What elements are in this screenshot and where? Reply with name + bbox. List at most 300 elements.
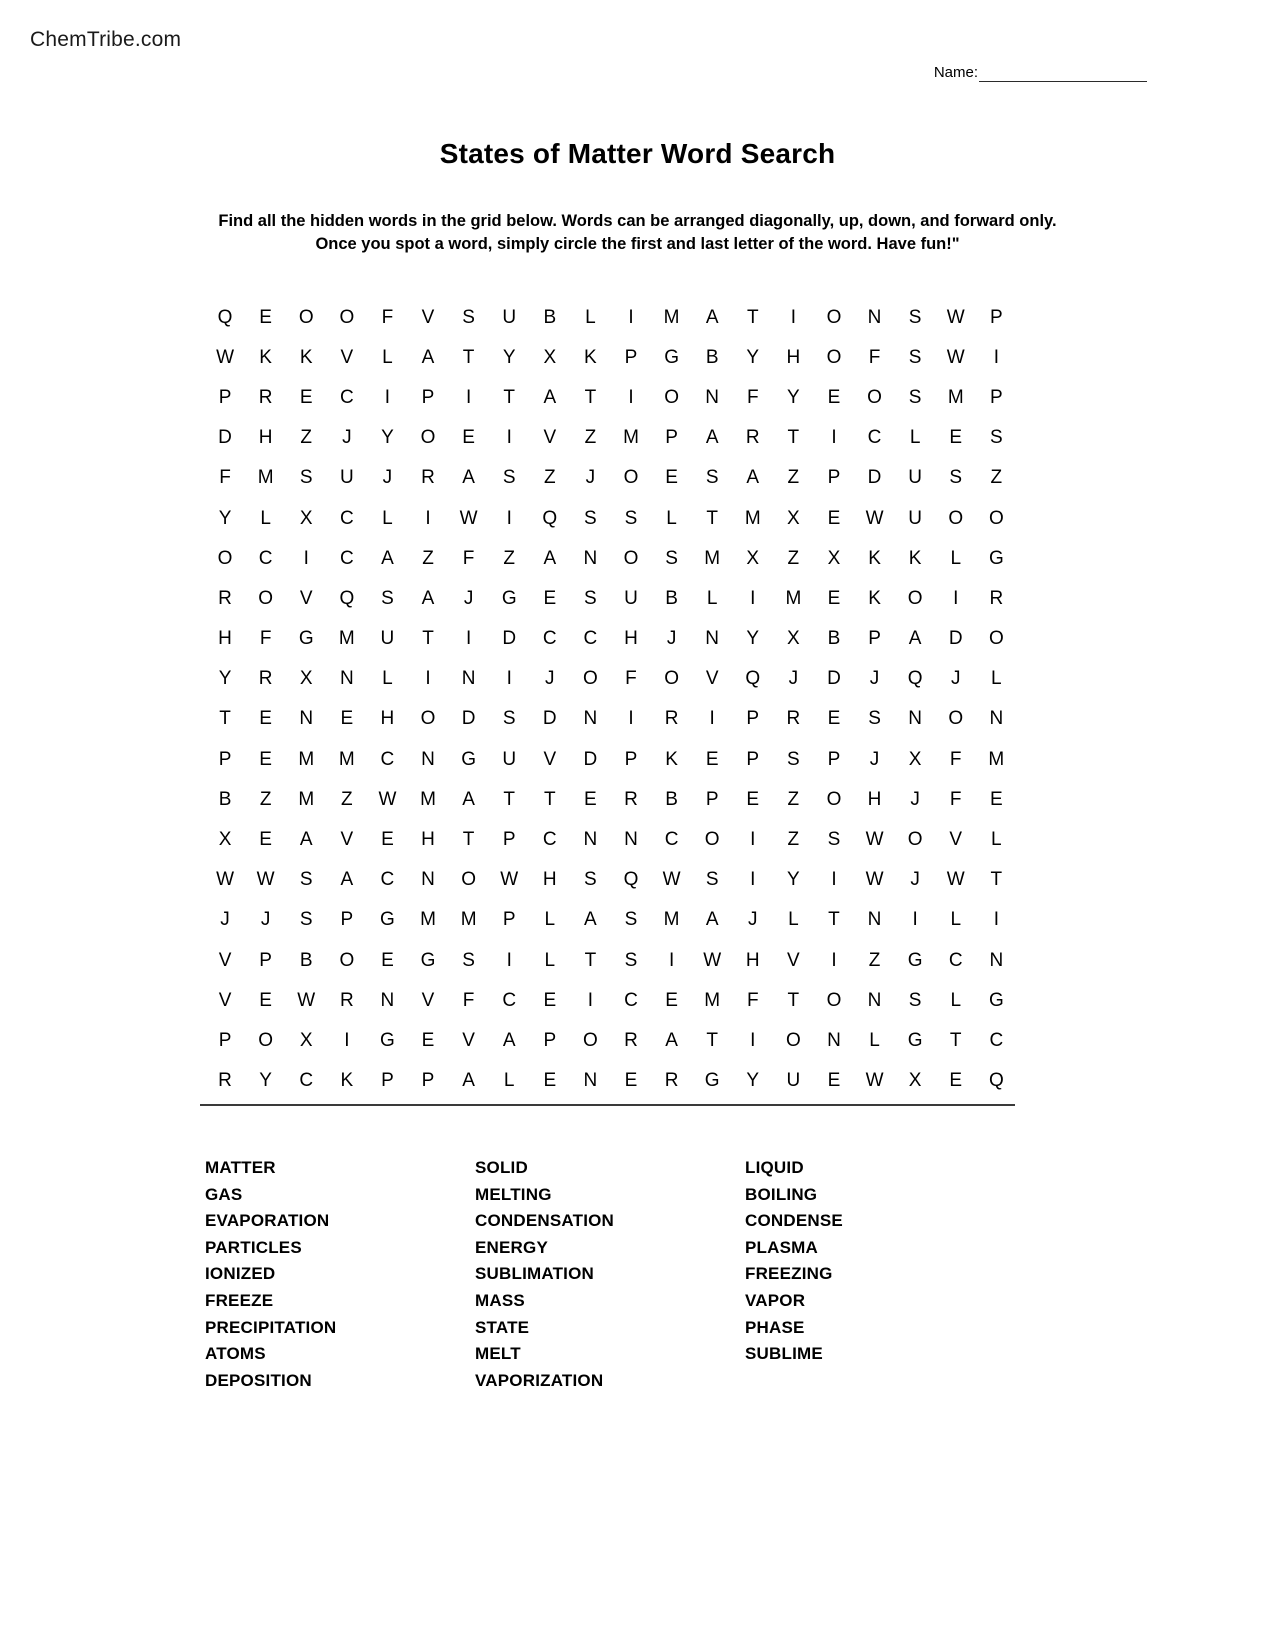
grid-cell[interactable]: T [787, 989, 800, 1011]
grid-cell[interactable]: T [543, 788, 557, 810]
grid-cell[interactable]: O [583, 1029, 599, 1051]
grid-cell[interactable]: O [907, 587, 924, 609]
word-list-item[interactable]: STATE [475, 1317, 530, 1337]
grid-cell[interactable]: O [907, 829, 924, 851]
grid-cell[interactable]: L [382, 507, 394, 529]
grid-cell[interactable]: O [298, 306, 315, 328]
grid-cell[interactable]: J [585, 467, 596, 489]
grid-cell[interactable]: R [624, 1029, 639, 1051]
grid-cell[interactable]: P [746, 748, 760, 770]
grid-cell[interactable]: N [583, 708, 598, 730]
grid-cell[interactable]: T [503, 386, 516, 408]
grid-cell[interactable]: D [583, 748, 598, 770]
grid-cell[interactable]: F [746, 386, 760, 408]
grid-cell[interactable]: E [462, 427, 476, 449]
grid-cell[interactable]: W [500, 869, 519, 891]
grid-cell[interactable]: E [665, 467, 679, 489]
grid-cell[interactable]: T [219, 708, 232, 730]
grid-cell[interactable]: M [663, 306, 680, 328]
grid-cell[interactable]: I [831, 427, 838, 449]
grid-cell[interactable]: P [218, 1029, 232, 1051]
grid-cell[interactable]: V [462, 1029, 476, 1051]
grid-cell[interactable]: Y [746, 1070, 760, 1092]
grid-cell[interactable]: M [947, 386, 965, 408]
grid-cell[interactable]: O [420, 427, 436, 449]
grid-cell[interactable]: U [624, 587, 639, 609]
grid-cell[interactable]: O [867, 386, 883, 408]
grid-cell[interactable]: O [988, 507, 1005, 529]
grid-cell[interactable]: S [989, 427, 1004, 449]
grid-cell[interactable]: R [218, 587, 233, 609]
grid-cell[interactable]: T [584, 386, 597, 408]
grid-cell[interactable]: O [258, 587, 274, 609]
grid-cell[interactable]: E [584, 788, 598, 810]
grid-cell[interactable]: T [787, 427, 800, 449]
grid-cell[interactable]: J [342, 427, 353, 449]
grid-cell[interactable]: G [907, 949, 924, 971]
grid-cell[interactable]: P [421, 1070, 435, 1092]
grid-cell[interactable]: E [381, 949, 395, 971]
grid-cell[interactable]: P [218, 748, 232, 770]
grid-cell[interactable]: W [865, 507, 885, 529]
grid-cell[interactable]: U [908, 507, 923, 529]
grid-cell[interactable]: I [303, 547, 310, 569]
grid-cell[interactable]: S [381, 587, 395, 609]
grid-cell[interactable]: J [950, 668, 961, 690]
grid-cell[interactable]: Z [787, 547, 800, 569]
grid-cell[interactable]: I [831, 949, 838, 971]
grid-cell[interactable]: E [827, 507, 841, 529]
grid-cell[interactable]: A [665, 1029, 679, 1051]
grid-cell[interactable]: J [545, 668, 556, 690]
grid-cell[interactable]: V [218, 989, 232, 1011]
grid-cell[interactable]: O [583, 668, 599, 690]
grid-cell[interactable]: H [258, 427, 273, 449]
grid-cell[interactable]: L [544, 949, 556, 971]
grid-cell[interactable]: N [583, 547, 598, 569]
grid-cell[interactable]: Y [787, 386, 801, 408]
grid-cell[interactable]: E [299, 386, 314, 408]
grid-cell[interactable]: W [946, 869, 966, 891]
grid-cell[interactable]: A [705, 427, 720, 449]
grid-cell[interactable]: R [258, 386, 273, 408]
grid-cell[interactable]: O [664, 386, 680, 408]
grid-cell[interactable]: B [705, 346, 720, 368]
grid-cell[interactable]: V [340, 829, 354, 851]
grid-cell[interactable]: N [583, 1070, 598, 1092]
grid-cell[interactable]: G [704, 1070, 721, 1092]
grid-cell[interactable]: T [746, 306, 760, 328]
grid-cell[interactable]: S [584, 587, 598, 609]
grid-cell[interactable]: Y [746, 346, 760, 368]
grid-cell[interactable]: R [664, 1070, 679, 1092]
word-list-item[interactable]: ENERGY [475, 1237, 548, 1257]
grid-cell[interactable]: Z [341, 788, 354, 810]
grid-cell[interactable]: I [912, 909, 919, 931]
grid-cell[interactable]: Q [623, 869, 639, 891]
grid-cell[interactable]: A [502, 1029, 517, 1051]
grid-cell[interactable]: C [339, 507, 355, 529]
word-list-item[interactable]: SUBLIME [745, 1344, 823, 1364]
grid-cell[interactable]: J [260, 909, 271, 931]
grid-cell[interactable]: V [421, 306, 435, 328]
grid-cell[interactable]: L [706, 587, 718, 609]
grid-cell[interactable]: T [990, 869, 1003, 891]
grid-cell[interactable]: J [869, 748, 880, 770]
grid-cell[interactable]: X [908, 748, 922, 770]
grid-cell[interactable]: I [993, 346, 1000, 368]
grid-cell[interactable]: A [421, 587, 435, 609]
grid-cell[interactable]: E [259, 306, 273, 328]
grid-cell[interactable]: M [338, 628, 356, 650]
grid-cell[interactable]: N [867, 306, 882, 328]
grid-cell[interactable]: E [989, 788, 1004, 810]
grid-cell[interactable]: E [827, 708, 841, 730]
grid-cell[interactable]: W [216, 346, 235, 368]
grid-cell[interactable]: I [506, 949, 513, 971]
grid-cell[interactable]: A [705, 909, 720, 931]
grid-cell[interactable]: T [462, 829, 475, 851]
grid-cell[interactable]: E [827, 386, 841, 408]
grid-cell[interactable]: E [827, 1070, 841, 1092]
grid-cell[interactable]: G [988, 547, 1005, 569]
grid-cell[interactable]: N [705, 628, 720, 650]
grid-cell[interactable]: N [867, 989, 882, 1011]
grid-cell[interactable]: E [949, 1070, 963, 1092]
grid-cell[interactable]: X [218, 829, 232, 851]
word-list-item[interactable]: ATOMS [205, 1344, 266, 1364]
grid-cell[interactable]: P [827, 467, 841, 489]
grid-cell[interactable]: W [216, 869, 235, 891]
grid-cell[interactable]: O [420, 708, 436, 730]
grid-cell[interactable]: S [462, 306, 476, 328]
grid-cell[interactable]: U [786, 1070, 801, 1092]
grid-cell[interactable]: S [299, 909, 314, 931]
grid-cell[interactable]: G [380, 909, 396, 931]
grid-cell[interactable]: U [908, 467, 923, 489]
grid-cell[interactable]: R [218, 1070, 233, 1092]
grid-cell[interactable]: A [340, 869, 354, 891]
grid-cell[interactable]: S [908, 306, 922, 328]
grid-cell[interactable]: P [989, 306, 1004, 328]
grid-cell[interactable]: J [910, 788, 921, 810]
grid-cell[interactable]: G [501, 587, 518, 609]
grid-cell[interactable]: H [786, 346, 801, 368]
grid-cell[interactable]: P [502, 829, 517, 851]
grid-cell[interactable]: C [867, 427, 882, 449]
grid-cell[interactable]: U [502, 306, 517, 328]
grid-cell[interactable]: A [462, 1070, 476, 1092]
grid-cell[interactable]: N [867, 909, 882, 931]
grid-cell[interactable]: N [380, 989, 395, 1011]
grid-cell[interactable]: C [258, 547, 273, 569]
grid-cell[interactable]: H [380, 708, 395, 730]
grid-cell[interactable]: L [950, 909, 962, 931]
grid-cell[interactable]: C [664, 829, 679, 851]
grid-cell[interactable]: V [299, 587, 314, 609]
grid-cell[interactable]: I [465, 386, 472, 408]
grid-cell[interactable]: E [259, 708, 273, 730]
grid-cell[interactable]: X [787, 507, 801, 529]
grid-cell[interactable]: I [628, 306, 635, 328]
grid-cell[interactable]: L [991, 668, 1003, 690]
grid-cell[interactable]: K [340, 1070, 354, 1092]
grid-cell[interactable]: Y [746, 628, 760, 650]
word-list-item[interactable]: MELTING [475, 1184, 552, 1204]
word-list-item[interactable]: CONDENSATION [475, 1211, 615, 1231]
grid-cell[interactable]: L [503, 1070, 515, 1092]
grid-cell[interactable]: D [542, 708, 558, 730]
grid-cell[interactable]: O [826, 788, 842, 810]
grid-cell[interactable]: C [339, 547, 355, 569]
grid-cell[interactable]: R [786, 708, 801, 730]
grid-cell[interactable]: A [746, 467, 760, 489]
grid-cell[interactable]: X [908, 1070, 922, 1092]
grid-cell[interactable]: S [584, 869, 598, 891]
grid-cell[interactable]: U [502, 748, 517, 770]
grid-cell[interactable]: N [421, 869, 436, 891]
word-list-item[interactable]: BOILING [745, 1184, 818, 1204]
grid-cell[interactable]: I [668, 949, 675, 971]
grid-cell[interactable]: S [705, 869, 720, 891]
grid-cell[interactable]: M [298, 788, 315, 810]
grid-cell[interactable]: A [584, 909, 598, 931]
grid-cell[interactable]: L [544, 909, 556, 931]
grid-cell[interactable]: T [462, 346, 475, 368]
grid-cell[interactable]: V [543, 748, 557, 770]
grid-cell[interactable]: A [705, 306, 720, 328]
grid-cell[interactable]: E [340, 708, 354, 730]
grid-cell[interactable]: R [339, 989, 355, 1011]
grid-cell[interactable]: L [909, 427, 921, 449]
grid-cell[interactable]: Z [503, 547, 516, 569]
grid-cell[interactable]: V [787, 949, 801, 971]
grid-cell[interactable]: F [949, 748, 963, 770]
grid-cell[interactable]: D [502, 628, 517, 650]
word-list-item[interactable]: LIQUID [745, 1158, 804, 1177]
grid-cell[interactable]: I [953, 587, 959, 609]
grid-cell[interactable]: I [425, 668, 432, 690]
grid-cell[interactable]: P [705, 788, 720, 810]
grid-cell[interactable]: S [299, 869, 314, 891]
grid-cell[interactable]: L [788, 909, 800, 931]
grid-cell[interactable]: N [705, 386, 720, 408]
grid-cell[interactable]: I [628, 708, 635, 730]
word-list-item[interactable]: PHASE [745, 1317, 805, 1337]
grid-cell[interactable]: M [460, 909, 478, 931]
grid-cell[interactable]: V [340, 346, 354, 368]
grid-cell[interactable]: S [949, 467, 963, 489]
grid-cell[interactable]: N [827, 1029, 842, 1051]
grid-cell[interactable]: R [989, 587, 1004, 609]
grid-cell[interactable]: F [259, 628, 272, 650]
grid-cell[interactable]: C [624, 989, 639, 1011]
grid-cell[interactable]: W [378, 788, 397, 810]
grid-cell[interactable]: M [663, 909, 680, 931]
grid-cell[interactable]: M [257, 467, 275, 489]
grid-cell[interactable]: H [542, 869, 558, 891]
grid-cell[interactable]: Z [787, 467, 800, 489]
grid-cell[interactable]: Y [502, 346, 517, 368]
grid-cell[interactable]: K [584, 346, 598, 368]
grid-cell[interactable]: S [502, 708, 517, 730]
grid-cell[interactable]: Z [868, 949, 881, 971]
word-list-item[interactable]: MASS [475, 1290, 525, 1310]
grid-cell[interactable]: P [827, 748, 841, 770]
grid-cell[interactable]: J [220, 909, 231, 931]
grid-cell[interactable]: P [340, 909, 354, 931]
grid-cell[interactable]: I [506, 507, 513, 529]
grid-cell[interactable]: M [785, 587, 802, 609]
grid-cell[interactable]: T [503, 788, 516, 810]
grid-cell[interactable]: M [420, 788, 437, 810]
grid-cell[interactable]: G [461, 748, 477, 770]
grid-cell[interactable]: W [865, 1070, 885, 1092]
grid-cell[interactable]: X [746, 547, 760, 569]
word-list-item[interactable]: SUBLIMATION [475, 1264, 594, 1284]
grid-cell[interactable]: K [868, 587, 882, 609]
grid-cell[interactable]: N [299, 708, 314, 730]
grid-cell[interactable]: F [868, 346, 881, 368]
word-list-item[interactable]: VAPOR [745, 1290, 806, 1310]
grid-cell[interactable]: A [381, 547, 395, 569]
grid-cell[interactable]: Q [907, 668, 924, 690]
grid-cell[interactable]: M [420, 909, 437, 931]
grid-cell[interactable]: O [948, 708, 964, 730]
grid-cell[interactable]: C [583, 628, 598, 650]
grid-cell[interactable]: U [380, 628, 395, 650]
grid-cell[interactable]: T [706, 1029, 719, 1051]
grid-cell[interactable]: K [299, 346, 314, 368]
grid-cell[interactable]: T [422, 628, 435, 650]
grid-cell[interactable]: P [381, 1070, 395, 1092]
grid-cell[interactable]: M [704, 989, 721, 1011]
grid-cell[interactable]: N [908, 708, 923, 730]
grid-cell[interactable]: G [380, 1029, 396, 1051]
grid-cell[interactable]: N [583, 829, 598, 851]
grid-cell[interactable]: S [908, 386, 922, 408]
grid-cell[interactable]: P [218, 386, 232, 408]
grid-cell[interactable]: K [665, 748, 679, 770]
grid-cell[interactable]: Z [787, 829, 800, 851]
grid-cell[interactable]: G [298, 628, 315, 650]
grid-cell[interactable]: X [299, 1029, 314, 1051]
grid-cell[interactable]: O [623, 467, 639, 489]
grid-cell[interactable]: L [950, 989, 962, 1011]
grid-cell[interactable]: G [664, 346, 680, 368]
word-list-item[interactable]: GAS [205, 1184, 243, 1204]
grid-cell[interactable]: C [339, 386, 355, 408]
grid-cell[interactable]: C [299, 1070, 314, 1092]
grid-cell[interactable]: W [662, 869, 682, 891]
grid-cell[interactable]: T [706, 507, 719, 529]
grid-cell[interactable]: L [991, 829, 1003, 851]
grid-cell[interactable]: C [380, 748, 395, 770]
grid-cell[interactable]: S [624, 909, 638, 931]
word-list-item[interactable]: FREEZE [205, 1290, 274, 1310]
grid-cell[interactable]: J [382, 467, 393, 489]
grid-cell[interactable]: P [502, 909, 517, 931]
grid-cell[interactable]: L [869, 1029, 881, 1051]
grid-cell[interactable]: O [948, 507, 964, 529]
grid-cell[interactable]: Z [787, 788, 800, 810]
grid-cell[interactable]: D [948, 628, 964, 650]
grid-cell[interactable]: P [543, 1029, 557, 1051]
grid-cell[interactable]: Z [300, 427, 313, 449]
grid-cell[interactable]: I [506, 668, 513, 690]
grid-cell[interactable]: X [299, 668, 314, 690]
grid-cell[interactable]: O [623, 547, 639, 569]
grid-cell[interactable]: I [587, 989, 594, 1011]
grid-cell[interactable]: I [344, 1029, 350, 1051]
grid-cell[interactable]: B [665, 788, 679, 810]
grid-cell[interactable]: J [463, 587, 474, 609]
grid-cell[interactable]: E [259, 989, 273, 1011]
grid-cell[interactable]: O [988, 628, 1005, 650]
grid-cell[interactable]: I [425, 507, 432, 529]
grid-cell[interactable]: E [421, 1029, 435, 1051]
grid-cell[interactable]: S [705, 467, 720, 489]
grid-cell[interactable]: A [299, 829, 314, 851]
grid-cell[interactable]: D [461, 708, 476, 730]
grid-cell[interactable]: K [908, 547, 922, 569]
grid-cell[interactable]: B [218, 788, 232, 810]
grid-cell[interactable]: I [750, 829, 756, 851]
grid-cell[interactable]: E [827, 587, 841, 609]
grid-cell[interactable]: L [950, 547, 962, 569]
word-list-item[interactable]: MELT [475, 1344, 521, 1364]
grid-cell[interactable]: E [746, 788, 760, 810]
grid-cell[interactable]: F [381, 306, 394, 328]
grid-cell[interactable]: H [624, 628, 639, 650]
grid-cell[interactable]: M [988, 748, 1005, 770]
word-list-item[interactable]: DEPOSITION [205, 1370, 312, 1390]
grid-cell[interactable]: M [623, 427, 640, 449]
grid-cell[interactable]: I [628, 386, 635, 408]
grid-cell[interactable]: B [665, 587, 679, 609]
grid-cell[interactable]: E [543, 1070, 557, 1092]
grid-cell[interactable]: S [827, 829, 841, 851]
grid-cell[interactable]: O [826, 989, 842, 1011]
grid-cell[interactable]: C [542, 628, 558, 650]
grid-cell[interactable]: I [993, 909, 1000, 931]
grid-cell[interactable]: Q [988, 1070, 1005, 1092]
grid-cell[interactable]: R [258, 668, 273, 690]
grid-cell[interactable]: C [989, 1029, 1004, 1051]
grid-cell[interactable]: S [908, 346, 922, 368]
grid-cell[interactable]: F [219, 467, 232, 489]
grid-cell[interactable]: A [462, 788, 476, 810]
grid-cell[interactable]: E [949, 427, 963, 449]
word-list-item[interactable]: PLASMA [745, 1237, 818, 1257]
grid-cell[interactable]: G [420, 949, 436, 971]
grid-cell[interactable]: A [543, 547, 557, 569]
grid-cell[interactable]: N [461, 668, 476, 690]
grid-cell[interactable]: J [910, 869, 921, 891]
grid-cell[interactable]: L [382, 346, 394, 368]
grid-cell[interactable]: V [543, 427, 557, 449]
grid-cell[interactable]: E [665, 989, 679, 1011]
grid-cell[interactable]: X [299, 507, 314, 529]
grid-cell[interactable]: B [543, 306, 557, 328]
grid-cell[interactable]: W [703, 949, 722, 971]
word-list-item[interactable]: CONDENSE [745, 1211, 843, 1231]
grid-cell[interactable]: S [908, 989, 922, 1011]
grid-cell[interactable]: V [949, 829, 963, 851]
grid-cell[interactable]: O [461, 869, 477, 891]
grid-cell[interactable]: P [989, 386, 1004, 408]
grid-cell[interactable]: S [299, 467, 314, 489]
